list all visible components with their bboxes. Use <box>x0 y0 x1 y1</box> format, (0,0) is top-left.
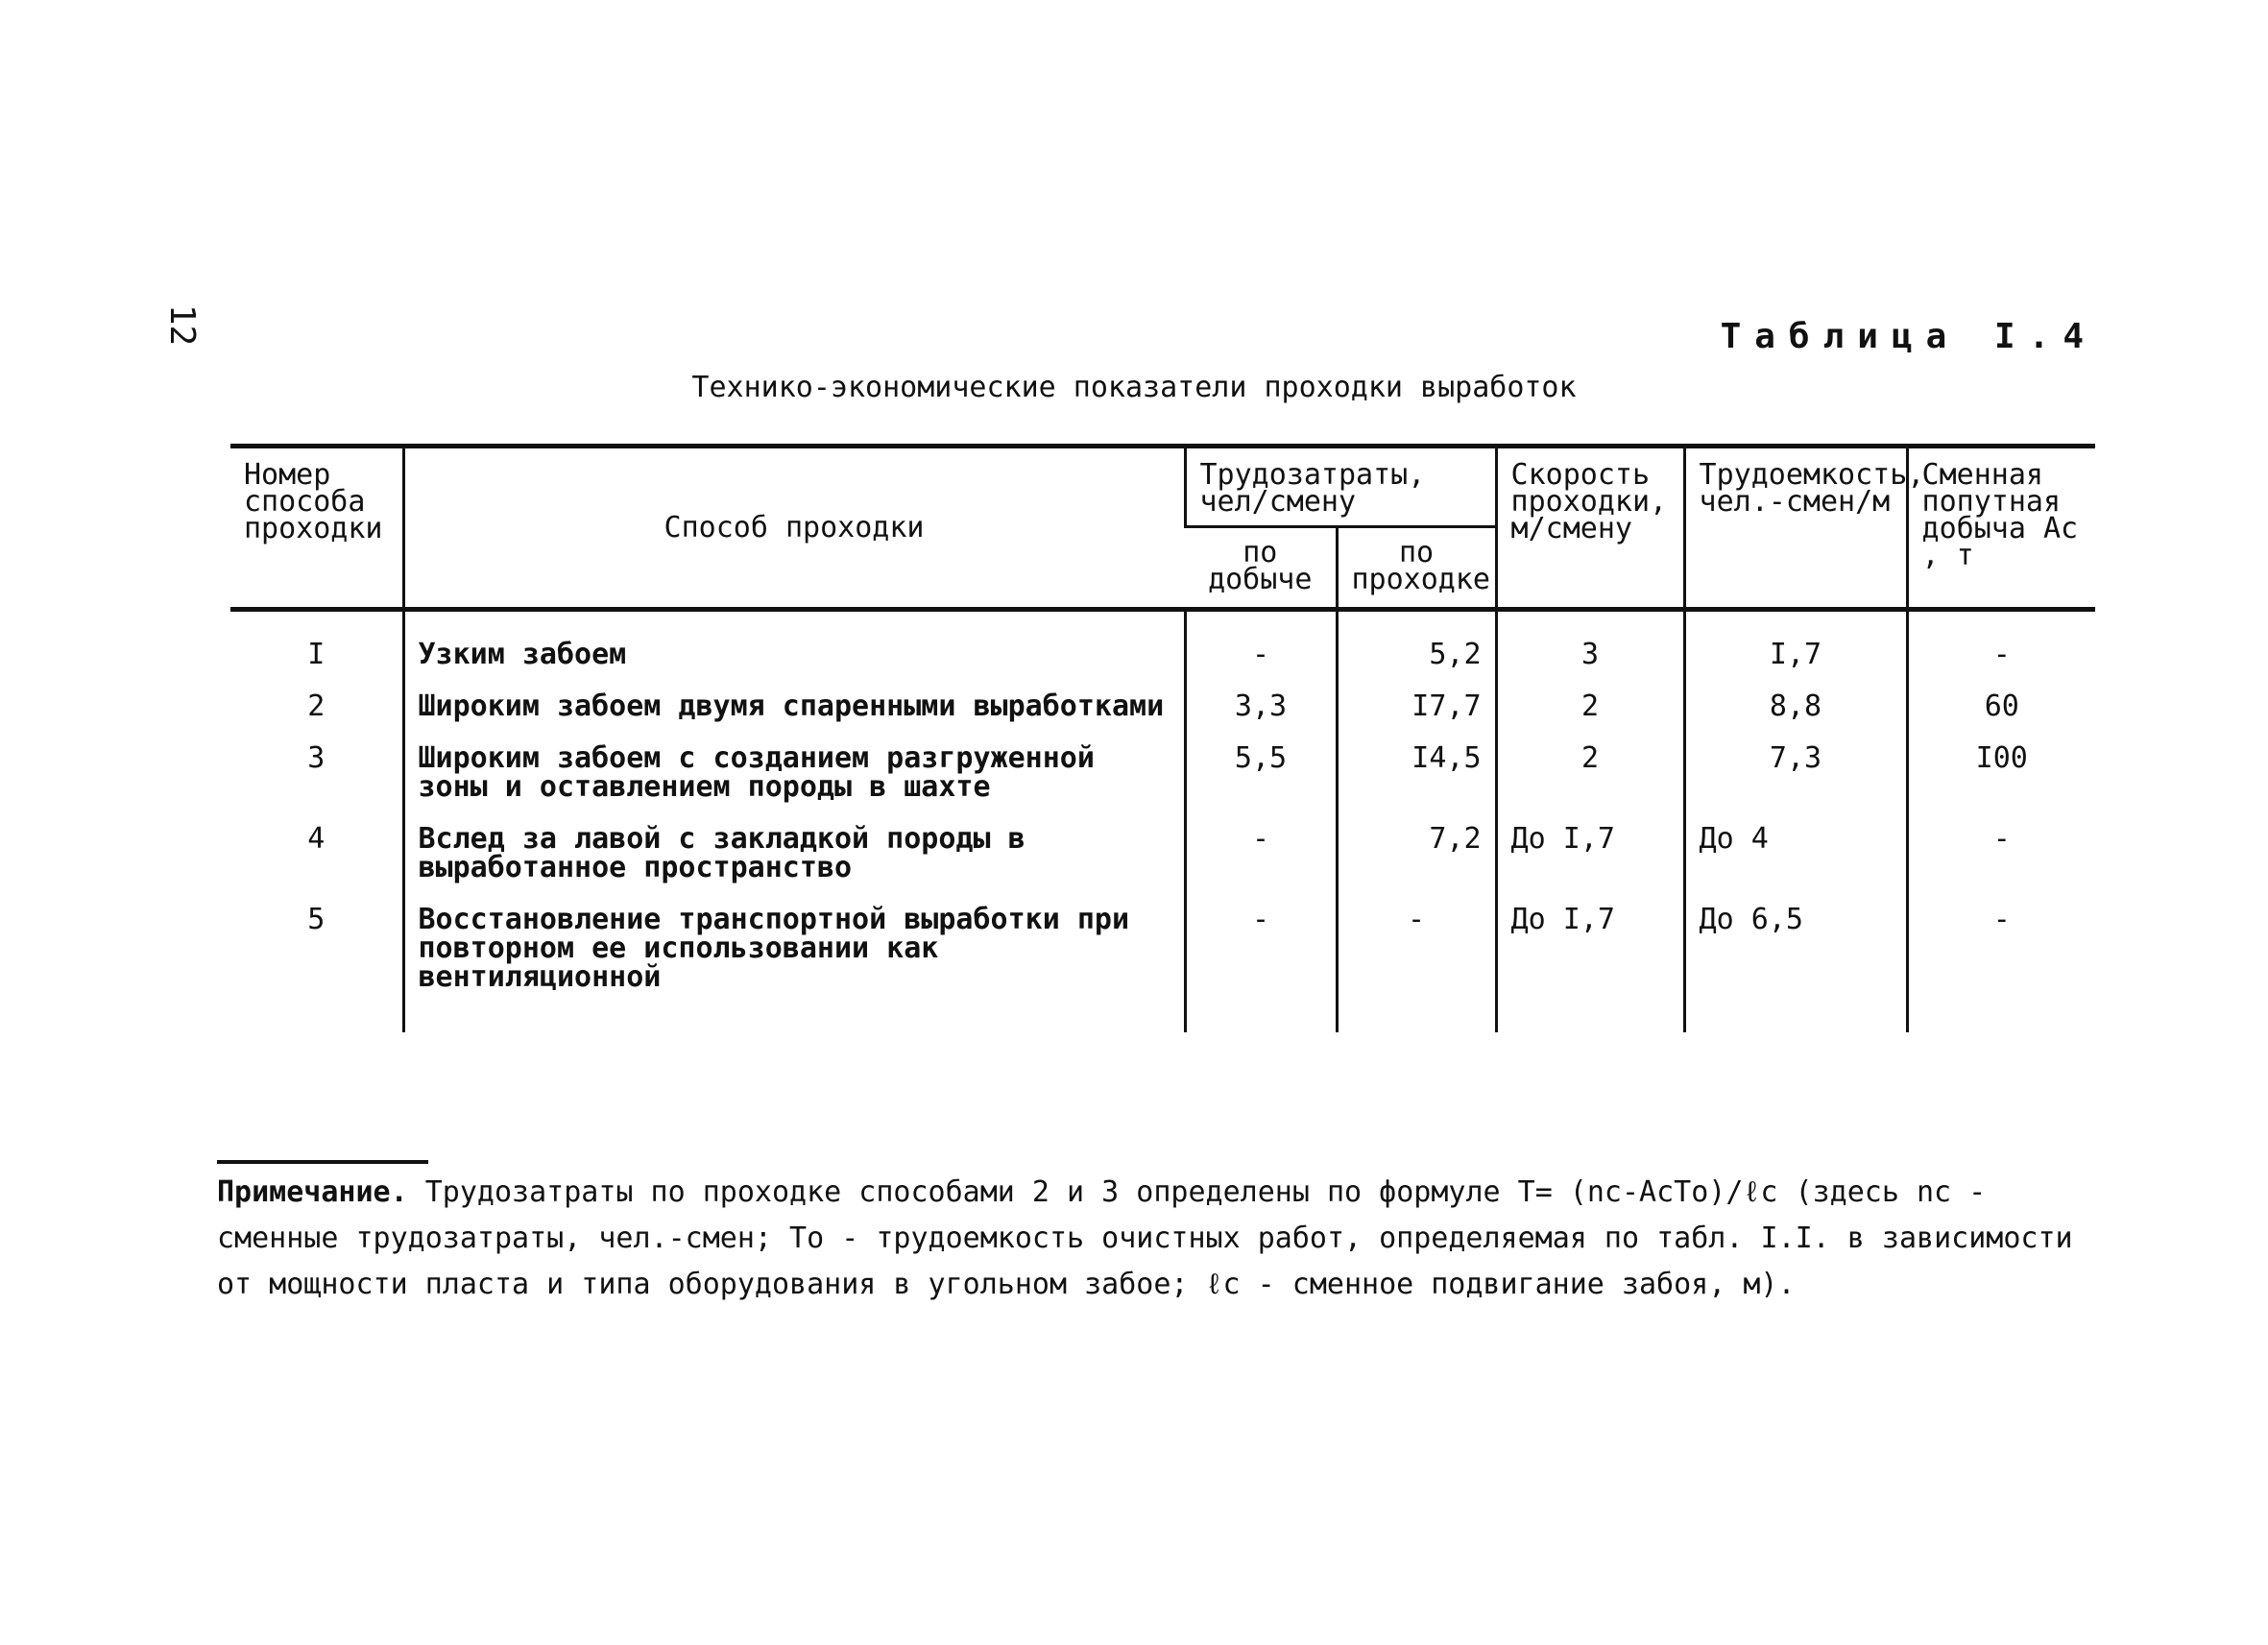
row-method: Восстановление транспортной выработки при повторном ее использовании как вентиляционной <box>403 894 1185 1032</box>
table-row <box>230 894 2095 1032</box>
row-speed: До I,7 <box>1496 813 1684 894</box>
row-number: 3 <box>307 741 326 775</box>
table-label: Таблица I.4 <box>1720 317 2097 356</box>
row-speed: До I,7 <box>1496 894 1684 1032</box>
footnote <box>217 1170 2089 1308</box>
header-intensity: Трудоемкость, чел.-смен/м <box>1684 447 1907 610</box>
row-output: - <box>1907 813 2095 894</box>
note-label: Примечание. <box>217 1175 408 1209</box>
header-number: Номер способа проходки <box>230 447 403 610</box>
row-number: 2 <box>307 689 326 723</box>
header-output: Сменная попутная добыча Ас , т <box>1907 447 2095 610</box>
row-number: I <box>307 638 326 671</box>
row-method: Вслед за лавой с закладкой породы в выработанное пространство <box>403 813 1185 894</box>
row-intensity: 8,8 <box>1684 681 1907 733</box>
row-labor-mining: 3,3 <box>1185 681 1337 733</box>
row-labor-mining: - <box>1185 894 1337 1032</box>
row-intensity: I,7 <box>1684 610 1907 682</box>
row-labor-driving: I4,5 <box>1337 733 1496 813</box>
header-speed: Скорость проходки, м/смену <box>1496 447 1684 610</box>
row-intensity: До 4 <box>1684 813 1907 894</box>
row-labor-mining: - <box>1185 813 1337 894</box>
table-row <box>230 733 2095 813</box>
row-output: - <box>1907 894 2095 1032</box>
row-intensity: До 6,5 <box>1684 894 1907 1032</box>
row-labor-driving: 7,2 <box>1337 813 1496 894</box>
row-number: 4 <box>307 822 326 856</box>
table-title: Технико-экономические показатели проходки выработок <box>691 371 1577 404</box>
row-output: - <box>1907 610 2095 682</box>
header-labor-driving: по проходке <box>1337 527 1496 610</box>
note-divider <box>217 1160 428 1164</box>
row-labor-driving: - <box>1337 894 1496 1032</box>
table-row <box>230 610 2095 682</box>
row-output: 60 <box>1907 681 2095 733</box>
row-method: Широким забоем с созданием разгруженной зоны и оставлением породы в шахте <box>403 733 1185 813</box>
header-method: Способ проходки <box>403 447 1185 610</box>
row-speed: 2 <box>1496 681 1684 733</box>
indicators-table <box>230 444 2095 1032</box>
row-speed: 2 <box>1496 733 1684 813</box>
row-method: Узким забоем <box>403 610 1185 682</box>
row-intensity: 7,3 <box>1684 733 1907 813</box>
header-labor-mining: по добыче <box>1185 527 1337 610</box>
row-labor-mining: - <box>1185 610 1337 682</box>
row-labor-driving: I7,7 <box>1337 681 1496 733</box>
table-row <box>230 813 2095 894</box>
row-number: 5 <box>307 903 326 936</box>
header-labor-group: Трудозатраты, чел/смену <box>1185 447 1496 527</box>
row-method: Широким забоем двумя спаренными выработками <box>403 681 1185 733</box>
note-text: Трудозатраты по проходке способами 2 и 3 определены по формуле Т= (nс-АсТо)/ℓс (здесь nс - сменные трудозатраты, чел.-смен; То - трудоемкость очистных работ, определяемая по табл. I.I. в зависимости от мощности пласта и типа оборудования в угольном забое; ℓс - сменное подвигание забоя, м). <box>217 1175 2073 1301</box>
page-number: 12 <box>162 303 203 347</box>
row-labor-mining: 5,5 <box>1185 733 1337 813</box>
row-labor-driving: 5,2 <box>1337 610 1496 682</box>
table-row <box>230 681 2095 733</box>
row-speed: 3 <box>1496 610 1684 682</box>
row-output: I00 <box>1907 733 2095 813</box>
